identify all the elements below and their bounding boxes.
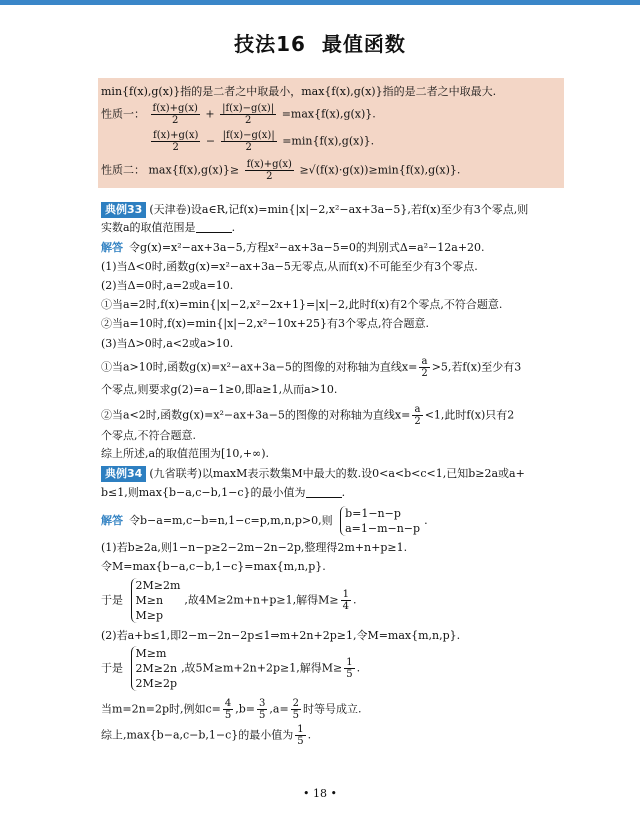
example-33-question-line2: 实数a的取值范围是 . [101, 221, 236, 234]
theory-intro: min{f(x),g(x)}指的是二者之中取最小，max{f(x),g(x)}指的是二者之中取最大. [101, 85, 497, 98]
fraction: $\frac{f(x)+g(x)}{2}$ [246, 159, 292, 182]
solution-line: 个零点,不符合题意. [101, 429, 196, 442]
example-tag: 典例33 [101, 202, 146, 218]
solution-line: (3)当Δ>0时,a<2或a>10. [101, 337, 234, 350]
inequality-system: M≥m 2M≥2n 2M≥2p [131, 646, 178, 691]
solution-line: 综上所述,a的取值范围为[10,+∞). [101, 447, 270, 460]
answer-blank [196, 222, 232, 233]
solution-line: (1)当Δ<0时,函数g(x)=x²−ax+3a−5无零点,从而f(x)不可能至少有3个零点. [101, 260, 478, 273]
solution-line: ①当a>10时,函数g(x)=x²−ax+3a−5的图像的对称轴为直线x= $\frac{a}{2}$ >5,若f(x)至少有3 [101, 356, 522, 379]
property-two-label: 性质二： [101, 163, 145, 177]
solution-line: 于是 M≥m 2M≥2n 2M≥2p ,故5M≥m+2n+2p≥1,解得M≥ $\frac{1}{5}$ . [101, 647, 361, 690]
page-title [0, 28, 640, 57]
solution-line: 当m=2n=2p时,例如c= $\frac{4}{5}$ ,b= $\frac{3}{5}$ ,a= $\frac{2}{5}$ 时等号成立. [101, 698, 362, 721]
solution-label: 解答 [101, 514, 123, 527]
example-34-question-line2: b≤1,则max{b−a,c−b,1−c}的最小值为 . [101, 486, 346, 499]
solution-line: (2)若a+b≤1,即2−m−2n−2p≤1⇒m+2n+2p≥1,令M=max{m,n,p}. [101, 629, 461, 642]
example-34-question-line1: 典例34 (九省联考)以maxM表示数集M中最大的数.设0<a<b<c<1,已知b≥2a或a+ [101, 466, 525, 482]
fraction: $\frac{4}{5}$ [224, 698, 232, 721]
property-one-label: 性质一： [101, 107, 145, 121]
solution-line: ②当a<2时,函数g(x)=x²−ax+3a−5的图像的对称轴为直线x= $\frac{a}{2}$ <1,此时f(x)只有2 [101, 404, 515, 427]
example-34-solution-line1: 解答 令b−a=m,c−b=n,1−c=p,m,n,p>0,则 b=1−n−p a=1−m−n−p . [101, 507, 428, 535]
solution-line: (1)若b≥2a,则1−n−p≥2−2m−2n−2p,整理得2m+n+p≥1. [101, 541, 408, 554]
example-33-question-line1: 典例33 (天津卷)设a∈R,记f(x)=min{|x|−2,x²−ax+3a−5},若f(x)至少有3个零点,则 [101, 202, 528, 218]
answer-blank [306, 487, 342, 498]
fraction: $\frac{1}{5}$ [297, 724, 304, 747]
fraction: $\frac{1}{5}$ [346, 657, 353, 680]
fraction: $\frac{|f(x)-g(x)|}{2}$ [222, 130, 275, 153]
fraction: $\frac{2}{5}$ [292, 698, 300, 721]
example-tag: 典例34 [101, 466, 146, 482]
property-two-line: 性质二： max{f(x),g(x)}≥ $\frac{f(x)+g(x)}{2}$ ≥√(f(x)·g(x))≥min{f(x),g(x)}. [101, 159, 461, 182]
fraction: $\frac{a}{2}$ [421, 356, 428, 379]
equation-system: b=1−n−p a=1−m−n−p [340, 506, 420, 536]
fraction: $\frac{f(x)+g(x)}{2}$ [153, 130, 199, 153]
solution-line: 综上,max{b−a,c−b,1−c}的最小值为 $\frac{1}{5}$ . [101, 724, 312, 747]
property-one-line-b: $\frac{f(x)+g(x)}{2}$ − $\frac{|f(x)-g(x)|}{2}$ =min{f(x),g(x)}. [153, 130, 375, 153]
example-33-solution-line1: 解答 令g(x)=x²−ax+3a−5,方程x²−ax+3a−5=0的判别式Δ=a²−12a+20. [101, 241, 485, 254]
page-number: • 18 • [303, 787, 337, 800]
solution-label: 解答 [101, 241, 123, 254]
inequality-system: 2M≥2m M≥n M≥p [131, 578, 181, 623]
title-technique: 技法16 [234, 32, 306, 56]
fraction: $\frac{|f(x)-g(x)|}{2}$ [222, 103, 275, 126]
solution-line: (2)当Δ=0时,a=2或a=10. [101, 279, 234, 292]
fraction: $\frac{a}{2}$ [414, 404, 421, 427]
fraction: $\frac{f(x)+g(x)}{2}$ [152, 103, 198, 126]
top-accent-bar [0, 0, 640, 5]
solution-line: ①当a=2时,f(x)=min{|x|−2,x²−2x+1}=|x|−2,此时f(x)有2个零点,不符合题意. [101, 298, 503, 311]
solution-line: 令M=max{b−a,c−b,1−c}=max{m,n,p}. [101, 560, 326, 573]
solution-line: ②当a=10时,f(x)=min{|x|−2,x²−10x+25}有3个零点,符合题意. [101, 317, 429, 330]
fraction: $\frac{3}{5}$ [259, 698, 266, 721]
fraction: $\frac{1}{4}$ [342, 589, 349, 612]
solution-line: 于是 2M≥2m M≥n M≥p ,故4M≥2m+n+p≥1,解得M≥ $\frac{1}{4}$ . [101, 579, 357, 622]
title-topic: 最值函数 [321, 32, 406, 56]
solution-line: 个零点,则要求g(2)=a−1≥0,即a≥1,从而a>10. [101, 383, 338, 396]
property-one-line-a: 性质一： $\frac{f(x)+g(x)}{2}$ + $\frac{|f(x)-g(x)|}{2}$ =max{f(x),g(x)}. [101, 103, 376, 126]
